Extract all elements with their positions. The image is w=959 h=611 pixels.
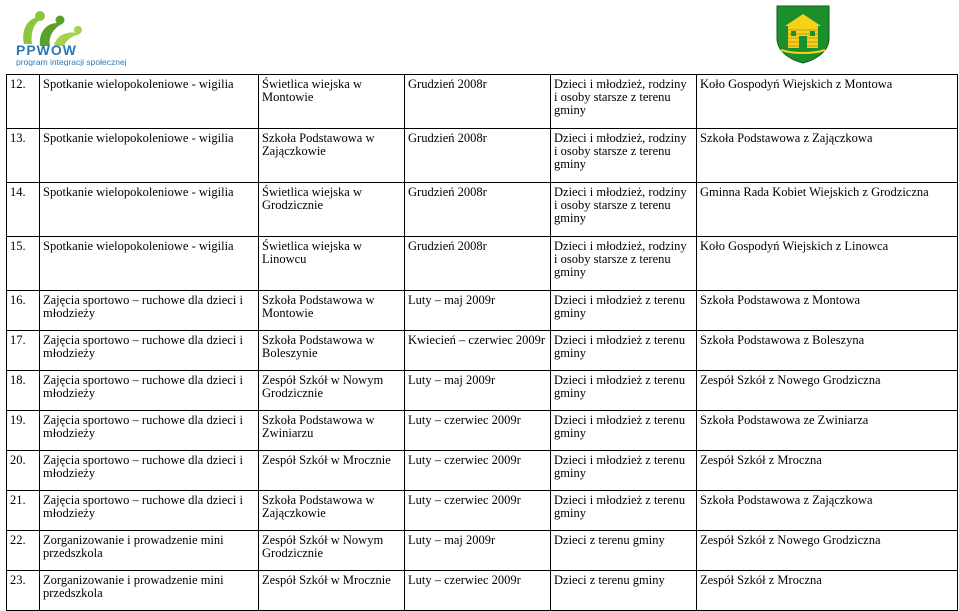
activity-place: Świetlica wiejska w Grodzicznie [259,183,405,237]
target-group: Dzieci i młodzież, rodziny i osoby starsze z terenu gminy [551,129,697,183]
target-group: Dzieci i młodzież z terenu gminy [551,331,697,371]
partner: Szkoła Podstawowa z Montowa [697,291,958,331]
row-number: 13. [7,129,40,183]
logo-text: PPWOW [16,42,77,58]
target-group: Dzieci i młodzież, rodziny i osoby starsze z terenu gminy [551,183,697,237]
partner: Koło Gospodyń Wiejskich z Montowa [697,75,958,129]
table-row [7,183,958,237]
activity-name: Zorganizowanie i prowadzenie mini przedszkola [40,571,259,611]
table-row [7,491,958,531]
partner: Szkoła Podstawowa z Boleszyna [697,331,958,371]
partner: Koło Gospodyń Wiejskich z Linowca [697,237,958,291]
activity-place: Zespół Szkół w Mrocznie [259,571,405,611]
activity-date: Luty – czerwiec 2009r [405,411,551,451]
activity-place: Zespół Szkół w Nowym Grodzicznie [259,531,405,571]
table-row [7,531,958,571]
activity-place: Szkoła Podstawowa w Boleszynie [259,331,405,371]
partner: Zespół Szkół z Mroczna [697,451,958,491]
activity-place: Świetlica wiejska w Linowcu [259,237,405,291]
activity-name: Zajęcia sportowo – ruchowe dla dzieci i młodzieży [40,491,259,531]
row-number: 14. [7,183,40,237]
target-group: Dzieci i młodzież z terenu gminy [551,371,697,411]
activity-place: Zespół Szkół w Mrocznie [259,451,405,491]
activity-date: Grudzień 2008r [405,75,551,129]
table-row [7,411,958,451]
row-number: 17. [7,331,40,371]
activity-name: Zajęcia sportowo – ruchowe dla dzieci i młodzieży [40,411,259,451]
activity-name: Spotkanie wielopokoleniowe - wigilia [40,75,259,129]
table-row [7,451,958,491]
activity-date: Luty – maj 2009r [405,291,551,331]
activity-date: Grudzień 2008r [405,183,551,237]
activity-date: Luty – maj 2009r [405,531,551,571]
activity-name: Spotkanie wielopokoleniowe - wigilia [40,129,259,183]
activity-name: Zajęcia sportowo – ruchowe dla dzieci i młodzieży [40,451,259,491]
table-row [7,237,958,291]
activity-place: Szkoła Podstawowa w Zwiniarzu [259,411,405,451]
partner: Szkoła Podstawowa ze Zwiniarza [697,411,958,451]
activity-place: Zespół Szkół w Nowym Grodzicznie [259,371,405,411]
target-group: Dzieci i młodzież, rodziny i osoby starsze z terenu gminy [551,75,697,129]
row-number: 23. [7,571,40,611]
logo-subtitle: program integracji społecznej [16,57,127,66]
row-number: 15. [7,237,40,291]
row-number: 12. [7,75,40,129]
target-group: Dzieci i młodzież z terenu gminy [551,451,697,491]
table-row [7,291,958,331]
activity-name: Zajęcia sportowo – ruchowe dla dzieci i młodzieży [40,331,259,371]
target-group: Dzieci z terenu gminy [551,531,697,571]
target-group: Dzieci i młodzież z terenu gminy [551,411,697,451]
target-group: Dzieci i młodzież z terenu gminy [551,491,697,531]
table-row [7,129,958,183]
target-group: Dzieci i młodzież z terenu gminy [551,291,697,331]
activity-date: Luty – czerwiec 2009r [405,451,551,491]
partner: Szkoła Podstawowa z Zajączkowa [697,491,958,531]
partner: Gminna Rada Kobiet Wiejskich z Grodziczna [697,183,958,237]
activity-place: Szkoła Podstawowa w Zajączkowie [259,491,405,531]
row-number: 18. [7,371,40,411]
row-number: 19. [7,411,40,451]
activity-place: Szkoła Podstawowa w Montowie [259,291,405,331]
page-header [0,0,959,74]
partner: Zespół Szkół z Mroczna [697,571,958,611]
activity-name: Zajęcia sportowo – ruchowe dla dzieci i młodzieży [40,371,259,411]
activities-table [6,74,958,611]
activity-name: Spotkanie wielopokoleniowe - wigilia [40,183,259,237]
activity-name: Spotkanie wielopokoleniowe - wigilia [40,237,259,291]
activity-date: Grudzień 2008r [405,129,551,183]
row-number: 20. [7,451,40,491]
partner: Szkoła Podstawowa z Zajączkowa [697,129,958,183]
activity-date: Kwiecień – czerwiec 2009r [405,331,551,371]
activity-name: Zajęcia sportowo – ruchowe dla dzieci i młodzieży [40,291,259,331]
table-row [7,75,958,129]
ppwow-logo [10,4,180,66]
partner: Zespół Szkół z Nowego Grodziczna [697,371,958,411]
activity-place: Świetlica wiejska w Montowie [259,75,405,129]
activity-date: Luty – czerwiec 2009r [405,491,551,531]
table-row [7,371,958,411]
activity-place: Szkoła Podstawowa w Zajączkowie [259,129,405,183]
coat-of-arms-icon [775,4,831,64]
activity-date: Luty – maj 2009r [405,371,551,411]
target-group: Dzieci i młodzież, rodziny i osoby starsze z terenu gminy [551,237,697,291]
figures-icon [23,11,82,46]
row-number: 22. [7,531,40,571]
row-number: 16. [7,291,40,331]
table-row [7,331,958,371]
target-group: Dzieci z terenu gminy [551,571,697,611]
partner: Zespół Szkół z Nowego Grodziczna [697,531,958,571]
activity-date: Luty – czerwiec 2009r [405,571,551,611]
activity-date: Grudzień 2008r [405,237,551,291]
activity-name: Zorganizowanie i prowadzenie mini przedszkola [40,531,259,571]
table-row [7,571,958,611]
row-number: 21. [7,491,40,531]
